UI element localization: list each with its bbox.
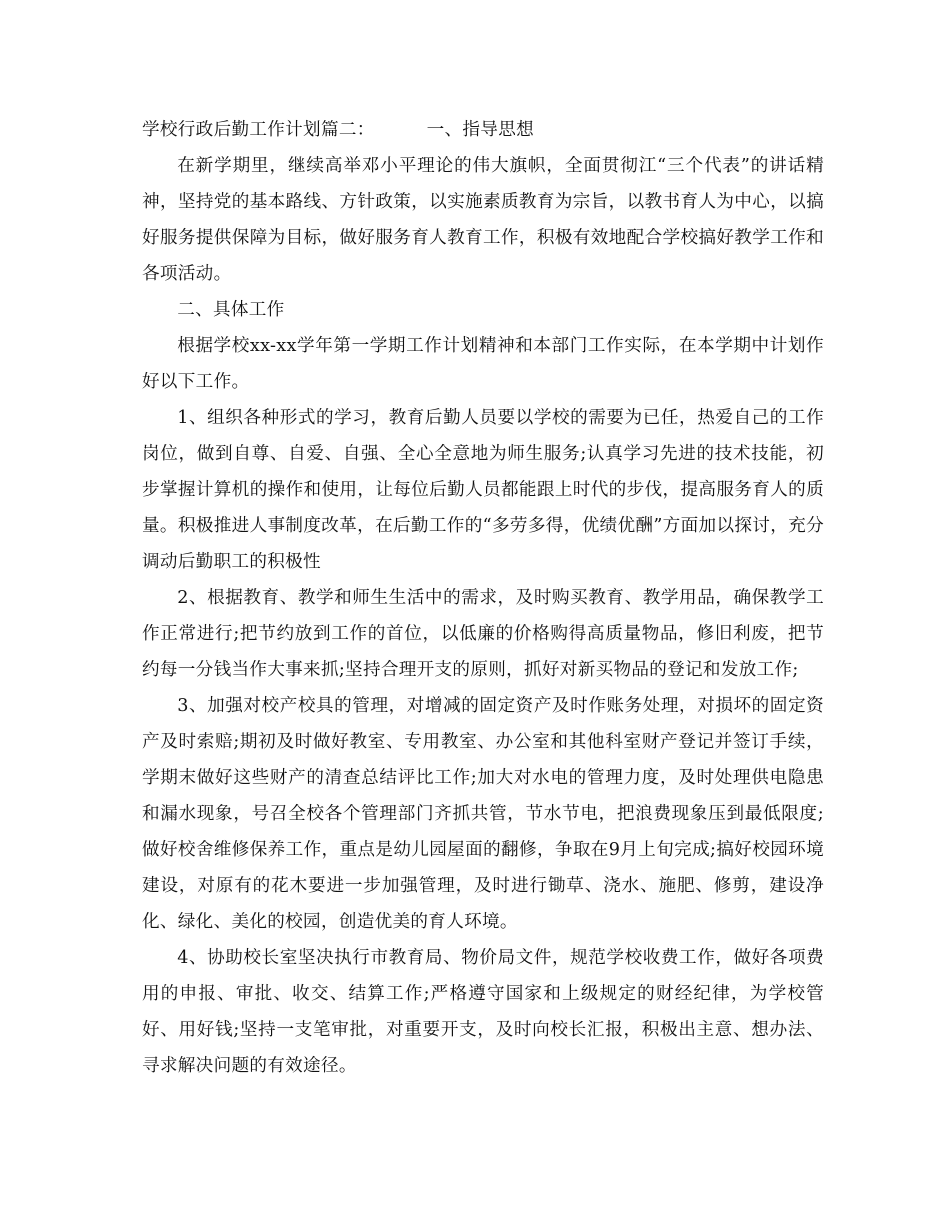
section-heading-guiding-ideology: 一、指导思想 (426, 120, 534, 140)
section-heading-specific-work: 二、具体工作 (177, 300, 285, 320)
paragraph-item-4: 4、协助校长室坚决执行市教育局、物价局文件，规范学校收费工作，做好各项费用的申报、审批、收交、结算工作;严格遵守国家和上级规定的财经纪律，为学校管好、用好钱;坚持一支笔审批，对重要开支，及时向校长汇报，积极出主意、想办法、寻求解决问题的有效途径。 (142, 948, 824, 1076)
paragraph-item-1: 1、组织各种形式的学习，教育后勤人员要以学校的需要为已任，热爱自己的工作岗位，做到自尊、自爱、自强、全心全意地为师生服务;认真学习先进的技术技能，初步掌握计算机的操作和使用，让每位后勤人员都能跟上时代的步伐，提高服务育人的质量。积极推进人事制度改革，在后勤工作的“多劳多得，优绩优酬”方面加以探讨，充分调动后勤职工的积极性 (142, 408, 824, 572)
paragraph-item-3: 3、加强对校产校具的管理，对增减的固定资产及时作账务处理，对损坏的固定资产及时索赔;期初及时做好教室、专用教室、办公室和其他科室财产登记并签订手续，学期末做好这些财产的清查总结评比工作;加大对水电的管理力度，及时处理供电隐患和漏水现象，号召全校各个管理部门齐抓共管，节水节电，把浪费现象压到最低限度;做好校舍维修保养工作，重点是幼儿园屋面的翻修，争取在9月上旬完成;搞好校园环境建设，对原有的花木要进一步加强管理，及时进行锄草、浇水、施肥、修剪，建设净化、绿化、美化的校园，创造优美的育人环境。 (142, 696, 824, 932)
document-body (142, 112, 824, 1084)
paragraph-item-2: 2、根据教育、教学和师生生活中的需求，及时购买教育、教学用品，确保教学工作正常进行;把节约放到工作的首位，以低廉的价格购得高质量物品，修旧利废，把节约每一分钱当作大事来抓;坚持合理开支的原则，抓好对新买物品的登记和发放工作; (142, 588, 824, 680)
document-heading (142, 112, 824, 148)
paragraph-intro: 在新学期里，继续高举邓小平理论的伟大旗帜，全面贯彻江“三个代表”的讲话精神，坚持党的基本路线、方针政策，以实施素质教育为宗旨，以教书育人为中心，以搞好服务提供保障为目标，做好服务育人教育工作，积极有效地配合学校搞好教学工作和各项活动。 (142, 156, 824, 284)
document-title: 学校行政后勤工作计划篇二： (142, 120, 375, 140)
paragraph-work-plan: 根据学校xx-xx学年第一学期工作计划精神和本部门工作实际，在本学期中计划作好以下工作。 (142, 336, 824, 392)
